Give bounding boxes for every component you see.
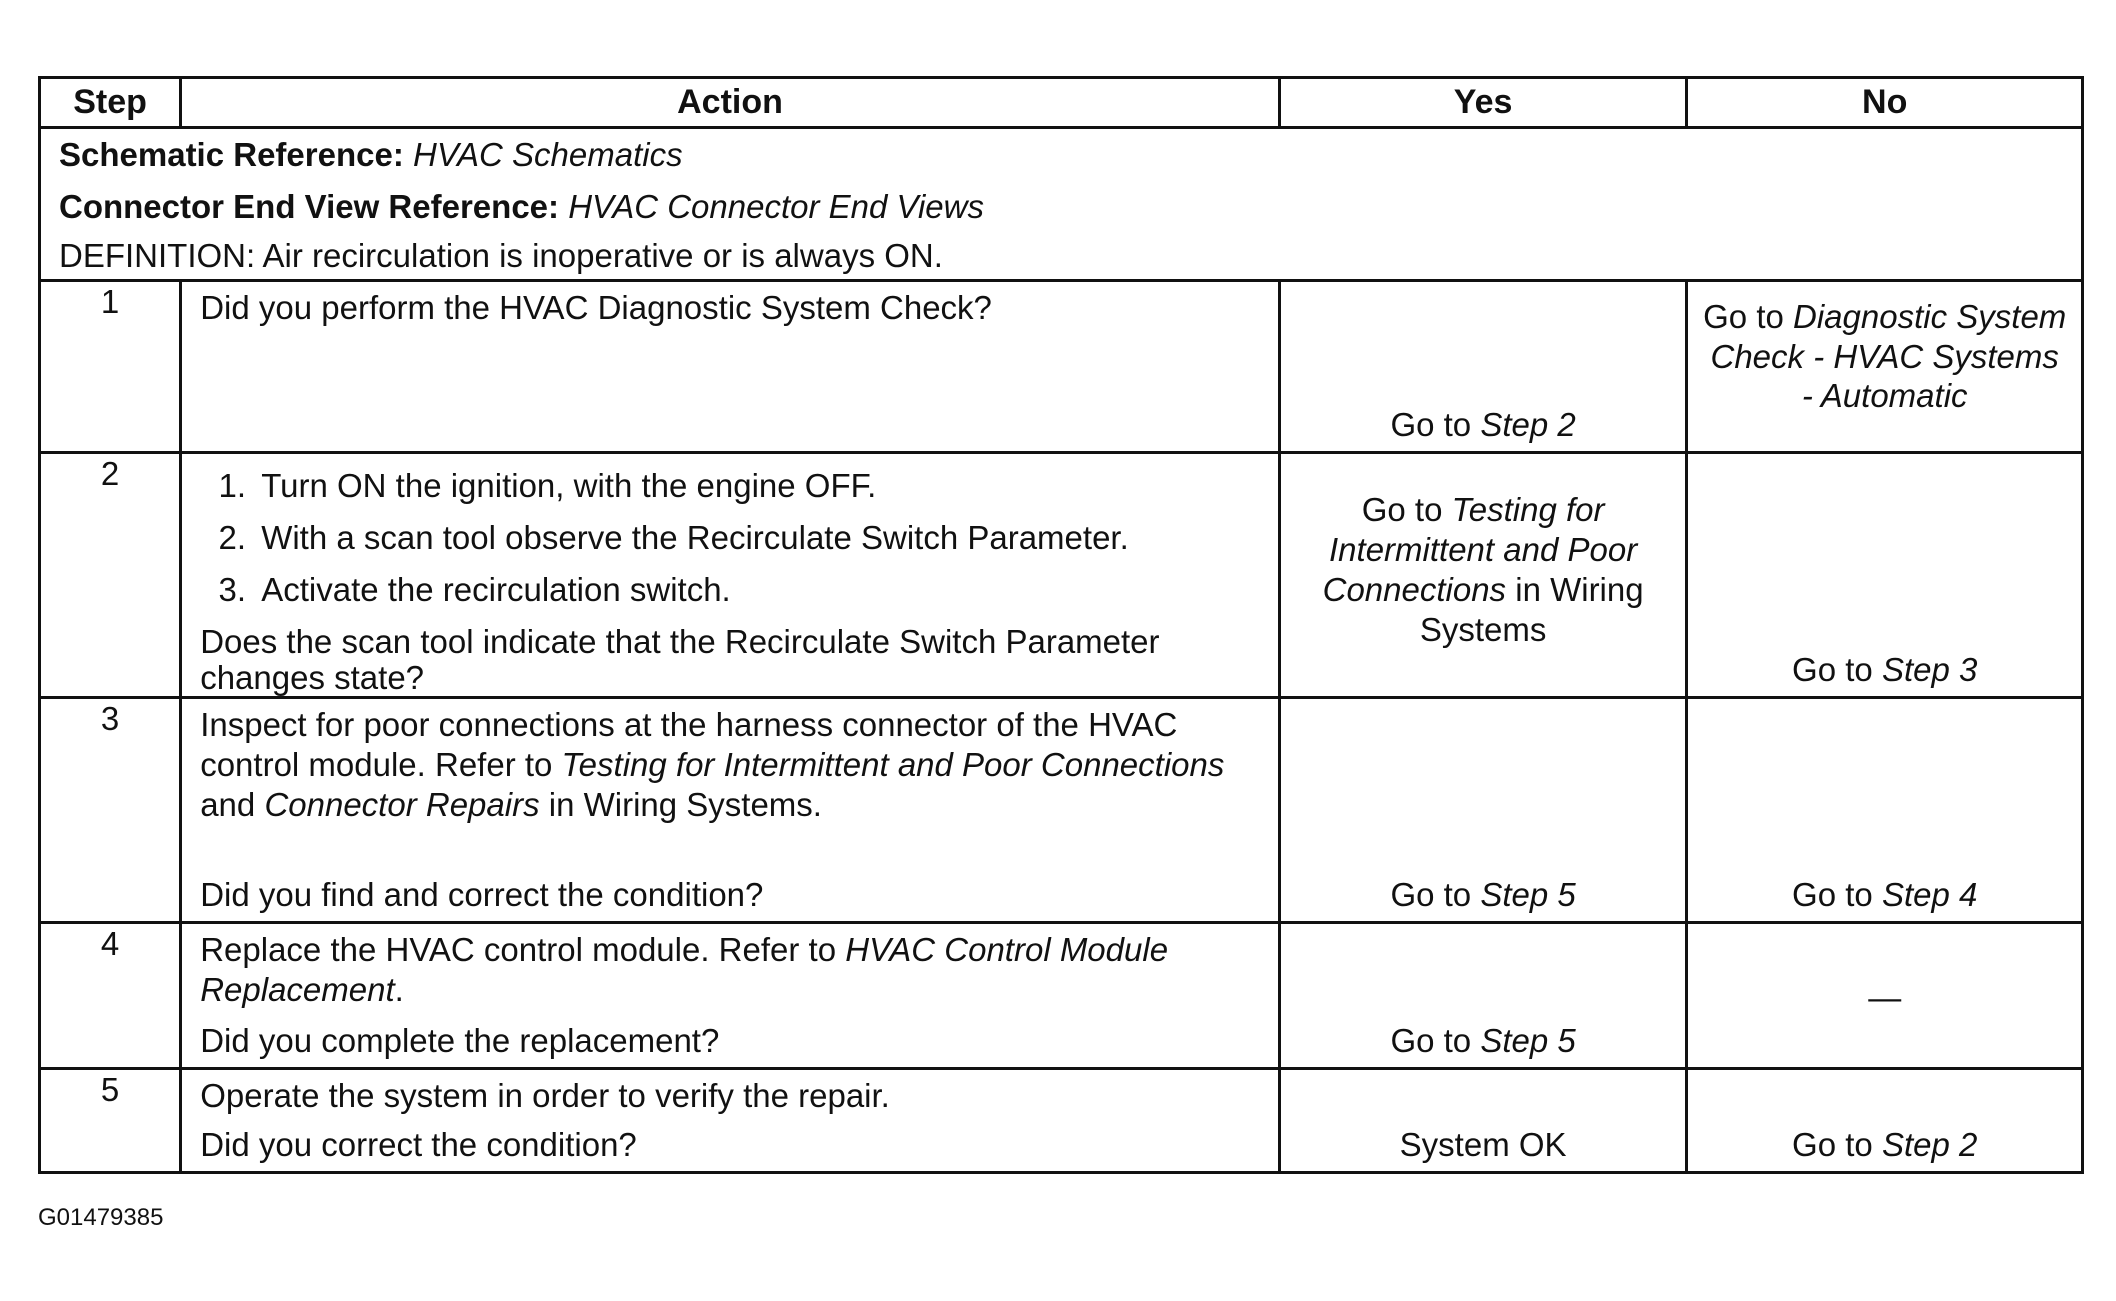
action-text: Inspect for poor connections at the harness connector of the HVAC control module. Refer to — [200, 706, 1178, 783]
no-cell — [1687, 281, 2083, 453]
no-link[interactable]: Step 4 — [1881, 876, 1978, 914]
header-step: Step — [40, 78, 181, 128]
yes-cell — [1279, 1069, 1687, 1173]
question-text: Did you correct the condition? — [200, 1126, 637, 1164]
connector-reference-link[interactable]: HVAC Connector End Views — [568, 188, 984, 225]
yes-prefix: Go to — [1390, 1022, 1481, 1060]
yes-value: System OK — [1399, 1126, 1567, 1164]
schematic-reference-link[interactable]: HVAC Schematics — [413, 136, 683, 173]
step-number: 2 — [40, 453, 181, 698]
action-cell — [181, 923, 1280, 1069]
no-cell — [1687, 698, 2083, 923]
no-prefix: Go to — [1703, 298, 1794, 336]
yes-cell — [1279, 453, 1687, 698]
no-value: — — [1868, 979, 1902, 1016]
no-cell — [1687, 453, 2083, 698]
table-row — [40, 1069, 2083, 1173]
reference-cell — [40, 128, 2083, 281]
action-cell — [181, 698, 1280, 923]
no-prefix: Go to — [1792, 876, 1882, 914]
action-cell — [181, 281, 1280, 453]
no-prefix: Go to — [1792, 651, 1882, 689]
step-number: 5 — [40, 1069, 181, 1173]
step-number: 1 — [40, 281, 181, 453]
schematic-reference-label: Schematic Reference: — [59, 136, 404, 173]
header-yes: Yes — [1279, 78, 1687, 128]
definition-text: DEFINITION: Air recirculation is inoperative or is always ON. — [59, 237, 943, 274]
no-cell — [1687, 923, 2083, 1069]
table-row — [40, 923, 2083, 1069]
no-prefix: Go to — [1792, 1126, 1882, 1164]
action-text: and — [200, 786, 265, 823]
yes-cell — [1279, 698, 1687, 923]
question-text: Did you complete the replacement? — [200, 1022, 720, 1059]
yes-link[interactable]: Testing for Intermittent and Poor Connections — [1322, 491, 1638, 608]
table-row — [40, 453, 2083, 698]
step-number: 3 — [40, 698, 181, 923]
action-link[interactable]: Connector Repairs — [264, 786, 540, 823]
action-text: Operate the system in order to verify the repair. — [200, 1077, 890, 1114]
yes-prefix: Go to — [1390, 876, 1481, 914]
action-link[interactable]: HVAC Control Module Replacement — [200, 931, 1169, 1008]
yes-link[interactable]: Step 5 — [1480, 1022, 1576, 1060]
yes-prefix: Go to — [1361, 491, 1452, 528]
yes-link[interactable]: Step 2 — [1480, 406, 1576, 444]
no-link[interactable]: Step 3 — [1881, 651, 1978, 689]
step-number: 4 — [40, 923, 181, 1069]
action-link[interactable]: Testing for Intermittent and Poor Connections — [561, 746, 1225, 783]
substep-item: 1. Turn ON the ignition, with the engine OFF. — [255, 460, 1260, 512]
action-cell — [181, 453, 1280, 698]
schematic-reference — [59, 129, 2063, 181]
no-link[interactable]: Diagnostic System Check - HVAC Systems - Automatic — [1710, 298, 2067, 415]
yes-suffix: in Wiring Systems — [1419, 571, 1644, 648]
action-text: Did you perform the HVAC Diagnostic System Check? — [200, 289, 992, 326]
reference-row — [40, 128, 2083, 281]
substep-item: 3. Activate the recirculation switch. — [255, 564, 1260, 616]
yes-link[interactable]: Step 5 — [1480, 876, 1576, 914]
yes-cell — [1279, 281, 1687, 453]
header-no: No — [1687, 78, 2083, 128]
substep-list — [200, 460, 1260, 616]
yes-cell — [1279, 923, 1687, 1069]
table-row — [40, 281, 2083, 453]
question-text: Does the scan tool indicate that the Recirculate Switch Parameter changes state? — [200, 623, 1160, 696]
yes-prefix: Go to — [1390, 406, 1481, 444]
header-row — [40, 78, 2083, 128]
header-action: Action — [181, 78, 1280, 128]
figure-id: G01479385 — [38, 1204, 164, 1231]
action-text: Replace the HVAC control module. Refer to — [200, 931, 846, 968]
no-link[interactable]: Step 2 — [1881, 1126, 1978, 1164]
connector-reference-label: Connector End View Reference: — [59, 188, 560, 225]
diagnostic-table — [38, 76, 2084, 1174]
action-text: . — [394, 971, 404, 1008]
table-row — [40, 698, 2083, 923]
substep-item: 2. With a scan tool observe the Recirculate Switch Parameter. — [255, 512, 1260, 564]
action-cell — [181, 1069, 1280, 1173]
action-text: in Wiring Systems. — [539, 786, 822, 823]
connector-reference — [59, 181, 2063, 233]
no-cell — [1687, 1069, 2083, 1173]
question-text: Did you find and correct the condition? — [200, 876, 764, 913]
